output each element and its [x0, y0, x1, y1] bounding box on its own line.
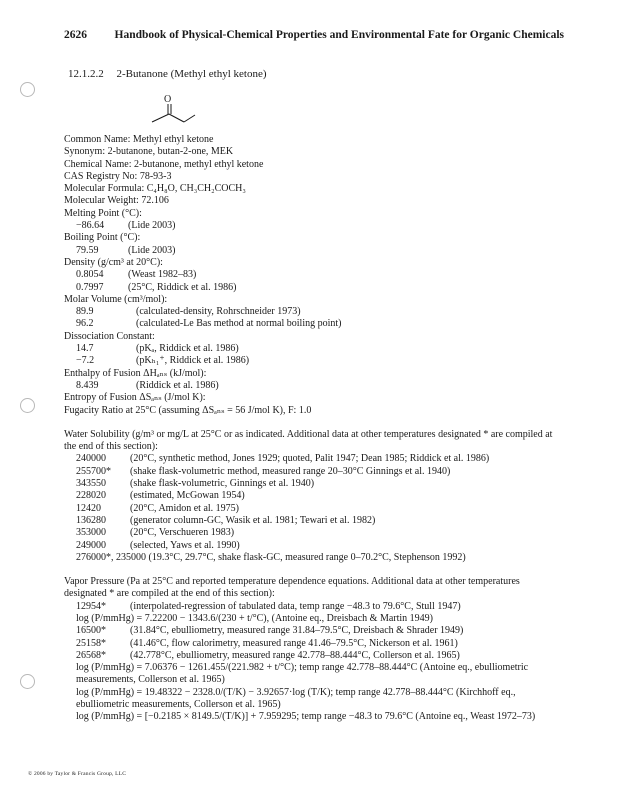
fusion-entropy: Entropy of Fusion ΔSₐₙₛ (J/mol K): — [64, 392, 206, 404]
note: (interpolated-regression of tabulated data, temp range −48.3 to 79.6°C, Stull 1947) — [130, 600, 461, 612]
copyright-footer: © 2006 by Taylor & Francis Group, LLC — [28, 771, 127, 777]
solubility-row — [64, 527, 564, 539]
page-number: 2626 — [64, 29, 87, 41]
note: (generator column-GC, Wasik et al. 1981; Tewari et al. 1982) — [130, 514, 376, 526]
skeleton-bond-1 — [152, 114, 169, 122]
book-title: Handbook of Physical-Chemical Properties and Environmental Fate for Organic Chemicals — [114, 29, 564, 41]
note: (41.46°C, flow calorimetry, measured range 41.46–79.5°C, Nickerson et al. 1961) — [130, 637, 458, 649]
note: (shake flask-volumetric method, measured range 20–30°C Ginnings et al. 1940) — [130, 465, 451, 477]
common-name: Common Name: Methyl ethyl ketone — [64, 134, 214, 145]
density-row — [64, 282, 564, 294]
value: 79.59 — [76, 244, 99, 256]
solubility-heading: Water Solubility (g/m³ or mg/L at 25°C or as indicated. Additional data at other temperatures designated * are compiled at the end of this section): — [64, 428, 553, 453]
solubility-row — [64, 453, 564, 465]
note: (pKₕ₁⁺, Riddick et al. 1986) — [136, 355, 250, 367]
value: 136280 — [76, 514, 106, 526]
skeleton-bond-2 — [169, 114, 184, 122]
dissociation-label: Dissociation Constant: — [64, 330, 155, 342]
skeleton-bond-3 — [184, 115, 195, 122]
value: −7.2 — [76, 355, 95, 367]
synonym: Synonym: 2-butanone, butan-2-one, MEK — [64, 146, 234, 158]
dissociation-row — [64, 355, 564, 367]
binder-hole-middle — [20, 398, 35, 413]
binder-hole-bottom — [20, 674, 35, 689]
note: (selected, Yaws et al. 1990) — [130, 539, 240, 551]
vapor-row — [64, 625, 564, 637]
molecular-weight: Molecular Weight: 72.106 — [64, 195, 169, 207]
boiling-point-row — [64, 245, 564, 257]
fusion-enthalpy-row — [64, 380, 564, 392]
value: 25158* — [76, 637, 106, 649]
note: (estimated, McGowan 1954) — [130, 490, 245, 502]
solubility-row — [64, 515, 564, 527]
note: (42.778°C, ebulliometry, measured range 42.778–88.444°C, Collerson et al. 1965) — [130, 649, 460, 661]
value: 8.439 — [76, 379, 99, 391]
section-heading — [68, 68, 267, 80]
value: 89.9 — [76, 306, 94, 318]
value: 12954* — [76, 600, 106, 612]
structure-diagram — [140, 90, 200, 130]
molecular-formula: Molecular Formula: C₄H₈O, CH₃CH₂COCH₃ — [64, 183, 246, 195]
solubility-row — [64, 478, 564, 490]
vapor-equation: log (P/mmHg) = 7.06376 − 1261.455/(221.982 + t/°C); temp range 42.778–88.444°C (Antoine eq., ebulliometric measurements, Collerson et al. 1965) — [76, 662, 529, 686]
boiling-point-label: Boiling Point (°C): — [64, 232, 141, 244]
solubility-row — [64, 490, 564, 502]
chemical-name: Chemical Name: 2-butanone, methyl ethyl ketone — [64, 158, 264, 170]
value: 343550 — [76, 478, 106, 490]
value: 0.7997 — [76, 281, 104, 293]
value: 12420 — [76, 502, 101, 514]
note: (25°C, Riddick et al. 1986) — [128, 281, 237, 293]
oxygen-atom-label: O — [164, 94, 172, 105]
value: 255700* — [76, 465, 111, 477]
fugacity-ratio: Fugacity Ratio at 25°C (assuming ΔSₐₙₛ = 56 J/mol K), F: 1.0 — [64, 404, 312, 416]
note: (pKₐ, Riddick et al. 1986) — [136, 343, 239, 355]
value: 240000 — [76, 453, 106, 465]
note: (Lide 2003) — [128, 244, 176, 256]
property-listing — [64, 134, 564, 724]
note: (Lide 2003) — [128, 220, 176, 232]
vapor-row — [64, 638, 564, 650]
value: −86.64 — [76, 220, 105, 232]
note: (20°C, Verschueren 1983) — [130, 527, 235, 539]
solubility-last-line: 276000*, 235000 (19.3°C, 29.7°C, shake flask-GC, measured range 0–70.2°C, Stephenson 1992) — [76, 551, 466, 563]
section-number: 12.1.2.2 — [68, 68, 104, 80]
melting-point-label: Melting Point (°C): — [64, 207, 142, 219]
vapor-row — [64, 601, 564, 613]
note: (20°C, Amidon et al. 1975) — [130, 502, 239, 514]
solubility-row — [64, 540, 564, 552]
vapor-equation: log (P/mmHg) = 19.48322 − 2328.0/(T/K) − 3.92657·log (T/K); temp range 42.778–88.444°C (Kirchhoff eq., ebulliometric measurements, Collerson et al. 1965) — [76, 686, 516, 711]
value: 96.2 — [76, 318, 94, 330]
value: 228020 — [76, 490, 106, 502]
density-label: Density (g/cm³ at 20°C): — [64, 256, 163, 268]
molar-volume-label: Molar Volume (cm³/mol): — [64, 293, 168, 305]
dissociation-row — [64, 343, 564, 355]
vapor-row — [64, 650, 564, 662]
solubility-row — [64, 503, 564, 515]
section-title: 2-Butanone (Methyl ethyl ketone) — [116, 68, 267, 80]
solubility-row — [64, 466, 564, 478]
value: 353000 — [76, 527, 106, 539]
value: 26568* — [76, 649, 106, 661]
note: (Weast 1982–83) — [128, 269, 197, 281]
note: (20°C, synthetic method, Jones 1929; quoted, Palit 1947; Dean 1985; Riddick et al. 1986) — [130, 453, 490, 465]
melting-point-row — [64, 220, 564, 232]
vapor-equation: log (P/mmHg) = 7.22200 − 1343.6/(230 + t/°C), (Antoine eq., Dreisbach & Martin 1949) — [76, 612, 433, 624]
note: (calculated-density, Rohrschneider 1973) — [136, 306, 301, 318]
density-row — [64, 269, 564, 281]
vapor-pressure-heading: Vapor Pressure (Pa at 25°C and reported temperature dependence equations. Additional data at other temperatures designated * are compiled at the end of this section): — [64, 576, 520, 600]
molar-volume-row — [64, 306, 564, 318]
note: (shake flask-volumetric, Ginnings et al. 1940) — [130, 478, 315, 490]
value: 16500* — [76, 625, 106, 637]
molar-volume-row — [64, 318, 564, 330]
note: (31.84°C, ebulliometry, measured range 31.84–79.5°C, Dreisbach & Shrader 1949) — [130, 625, 464, 637]
note: (calculated-Le Bas method at normal boiling point) — [136, 318, 342, 330]
value: 0.8054 — [76, 269, 104, 281]
value: 14.7 — [76, 343, 94, 355]
fusion-enthalpy-label: Enthalpy of Fusion ΔHₐₙₛ (kJ/mol): — [64, 367, 207, 379]
binder-hole-top — [20, 82, 35, 97]
vapor-equation: log (P/mmHg) = [−0.2185 × 8149.5/(T/K)] + 7.959295; temp range −48.3 to 79.6°C (Antoine eq., Weast 1972–73) — [76, 711, 536, 723]
note: (Riddick et al. 1986) — [136, 379, 219, 391]
cas-number: CAS Registry No: 78-93-3 — [64, 170, 172, 182]
value: 249000 — [76, 539, 106, 551]
